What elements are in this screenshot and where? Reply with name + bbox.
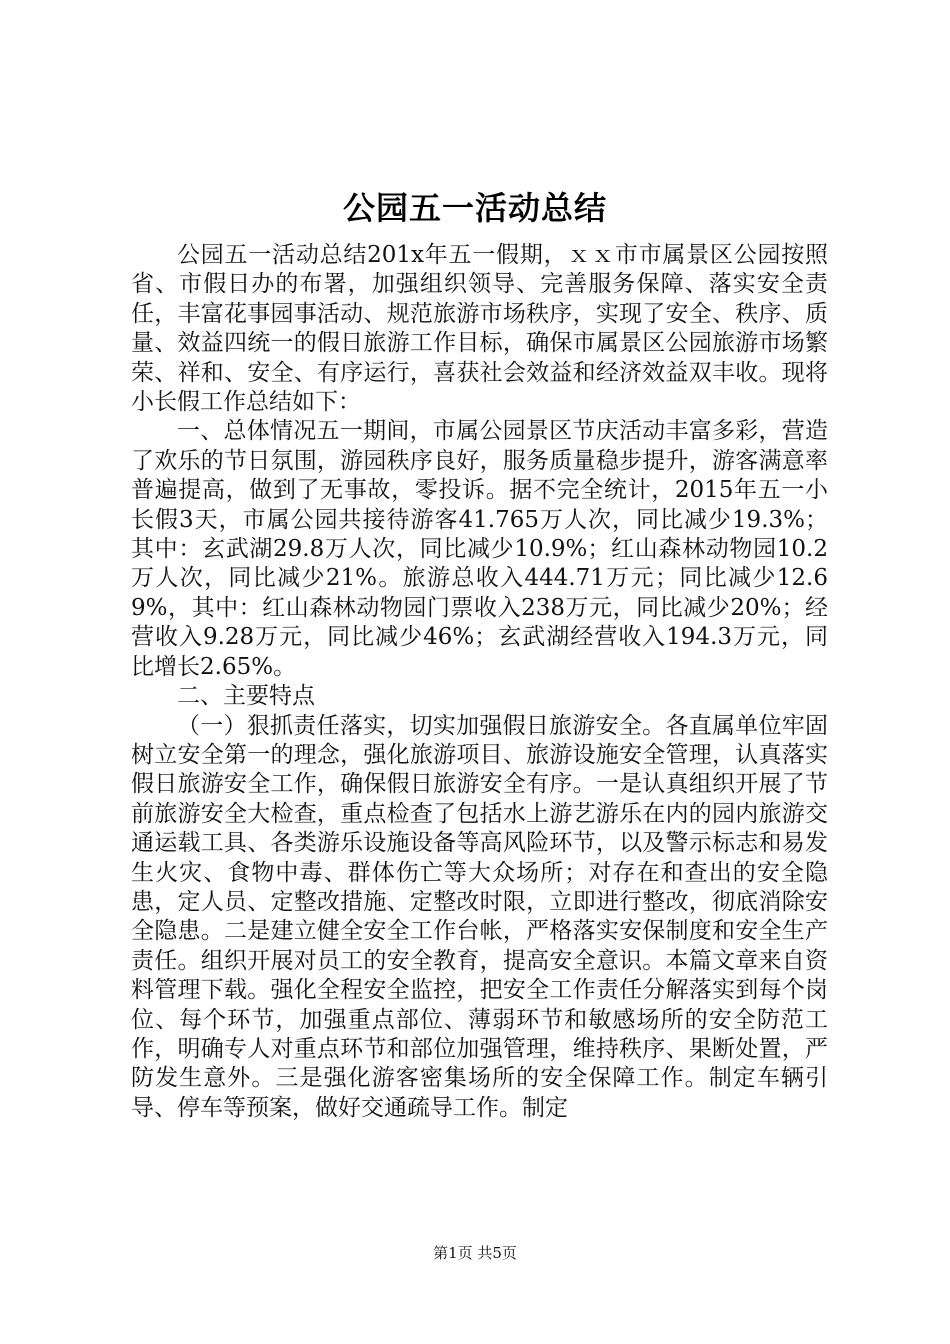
- document-body: [131, 241, 828, 1123]
- paragraph-safety: （一）狠抓责任落实，切实加强假日旅游安全。各直属单位牢固树立安全第一的理念，强化旅游项目、旅游设施安全管理，认真落实假日旅游安全工作，确保假日旅游安全有序。一是认真组织开展了节前旅游安全大检查，重点检查了包括水上游艺游乐在内的园内旅游交通运载工具、各类游乐设施设备等高风险环节，以及警示标志和易发生火灾、食物中毒、群体伤亡等大众场所；对存在和查出的安全隐患，定人员、定整改措施、定整改时限，立即进行整改，彻底消除安全隐患。二是建立健全安全工作台帐，严格落实安保制度和安全生产责任。组织开展对员工的安全教育，提高安全意识。本篇文章来自资料管理下载。强化全程安全监控，把安全工作责任分解落实到每个岗位、每个环节，加强重点部位、薄弱环节和敏感场所的安全防范工作，明确专人对重点环节和部位加强管理，维持秩序、果断处置，严防发生意外。三是强化游客密集场所的安全保障工作。制定车辆引导、停车等预案，做好交通疏导工作。制定: [131, 712, 828, 1121]
- document-title: 公园五一活动总结: [342, 189, 607, 227]
- page-number-footer: 第1页 共5页: [433, 1244, 517, 1262]
- paragraph-overview: 一、总体情况五一期间，市属公园景区节庆活动丰富多彩，营造了欢乐的节日氛围，游园秩序良好，服务质量稳步提升，游客满意率普遍提高，做到了无事故，零投诉。据不完全统计，2015年五一小长假3天，市属公园共接待游客41.765万人次，同比减少19.3%；其中：玄武湖29.8万人次，同比减少10.9%；红山森林动物园10.2万人次，同比减少21%。旅游总收入444.71万元；同比减少12.69%，其中：红山森林动物园门票收入238万元，同比减少20%；经营收入9.28万元，同比减少46%；玄武湖经营收入194.3万元，同比增长2.65%。: [131, 418, 828, 680]
- section-heading-features: 二、主要特点: [177, 683, 315, 710]
- paragraph-intro: 公园五一活动总结201x年五一假期，ｘｘ市市属景区公园按照省、市假日办的布署，加强组织领导、完善服务保障、落实安全责任，丰富花事园事活动、规范旅游市场秩序，实现了安全、秩序、质量、效益四统一的假日旅游工作目标，确保市属景区公园旅游市场繁荣、祥和、安全、有序运行，喜获社会效益和经济效益双丰收。现将小长假工作总结如下：: [131, 242, 828, 416]
